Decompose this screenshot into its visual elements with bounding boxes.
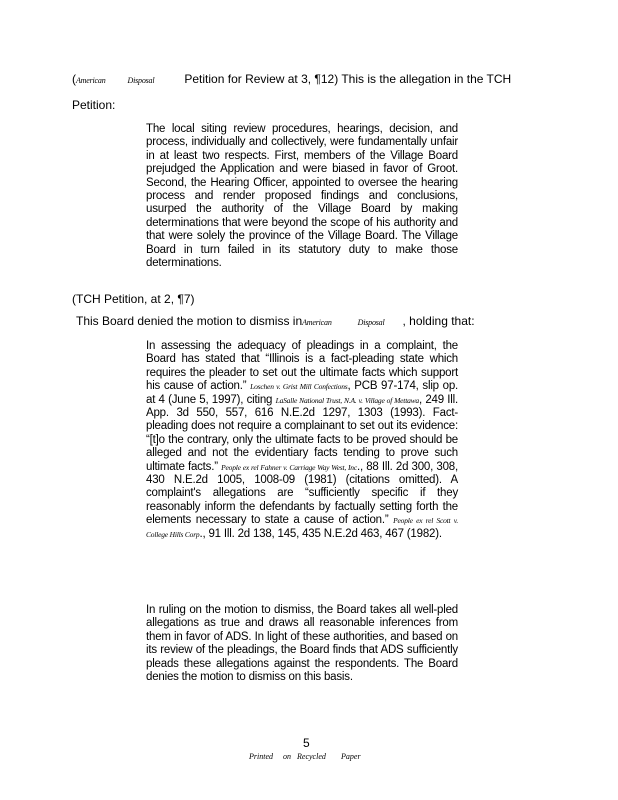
block-quote-tch: The local siting review procedures, hearings, decision, and process, individually and collectively, were fundamentally unfair in at least two respects. First, members of the Village Board prejudged the Application and were biased in favor of Groot. Second, the Hearing Officer, appointed to oversee the hearing process and render proposed findings and conclusions, usurped the authority of the Village Board by making determinations that were beyond the scope of his authority and that were solely the province of the Village Board. The Village Board in turn failed in its statutory duty to make those determinations. <box>146 123 458 270</box>
intro-continuation: Petition: <box>72 98 116 112</box>
citation-fahner: People ex rel Fahner v. Carriage Way West, Inc <box>221 462 357 472</box>
quote-text-3: , 249 Ill. App. 3d 550, 557, 616 N.E.2d 1297, 1303 (1993). Fact-pleading does not require a complainant to set out its evidence: “[t]o the contrary, only the ultimate facts to be proved should be alleged and not the evidentiary facts tending to prove such ultimate facts.” <box>146 393 459 473</box>
citation-scott: People ex rel Scott v. College Hills Corp <box>146 516 459 539</box>
footer-on: on <box>283 752 291 761</box>
case-name-disposal: Disposal <box>127 76 155 85</box>
case-name-american: American <box>76 76 106 85</box>
quote-text-4: ., 88 Ill. 2d 300, 308, 430 N.E.2d 1005, 1008-09 (1981) (citations omitted). A complaint's allegations are “sufficiently specific if they reasonably inform the defendants by factually setting forth the elements necessary to state a cause of action.” <box>146 460 458 527</box>
footer-recycled: Recycled <box>297 752 326 761</box>
block-quote-board <box>146 340 458 541</box>
petition-cite: Petition for Review at 3, ¶12) This is the allegation in the TCH <box>184 72 512 86</box>
page-number: 5 <box>303 736 310 750</box>
quote-text-1: In assessing the adequacy of pleadings in a complaint, the Board has stated that “Illinois is a fact-pleading state which requires the pleader to set out the ultimate facts which support his cause of action.” <box>146 340 458 393</box>
board-denial-post: , holding that: <box>402 314 475 328</box>
case-name-american: American <box>302 318 332 327</box>
board-denial-pre: This Board denied the motion to dismiss in <box>76 314 303 328</box>
block-quote-ruling: In ruling on the motion to dismiss, the Board takes all well-pled allegations as true and draws all reasonable inferences from them in favor of ADS. In light of these authorities, and based on its review of the pleadings, the Board finds that ADS sufficiently pleads these allegations against the respondents. The Board denies the motion to dismiss on this basis. <box>146 604 458 684</box>
footer-paper: Paper <box>341 752 361 761</box>
citation-loschen: Loschen v. Grist Mill Confections <box>250 382 348 392</box>
quote-text-2: , PCB 97-174, slip op. at 4 (June 5, 1997), citing <box>146 380 459 406</box>
intro-line <box>72 72 511 88</box>
quote-text-5: ., 91 Ill. 2d 138, 145, 435 N.E.2d 463, 467 (1982). <box>199 527 442 540</box>
board-denial-line <box>76 314 475 330</box>
case-name-disposal: Disposal <box>357 318 385 327</box>
open-paren: ( <box>72 72 76 86</box>
citation-lasalle: LaSalle National Trust, N.A. v. Village of Mettawa <box>275 395 419 405</box>
tch-citation: (TCH Petition, at 2, ¶7) <box>72 292 195 306</box>
footer-printed: Printed <box>249 752 273 761</box>
